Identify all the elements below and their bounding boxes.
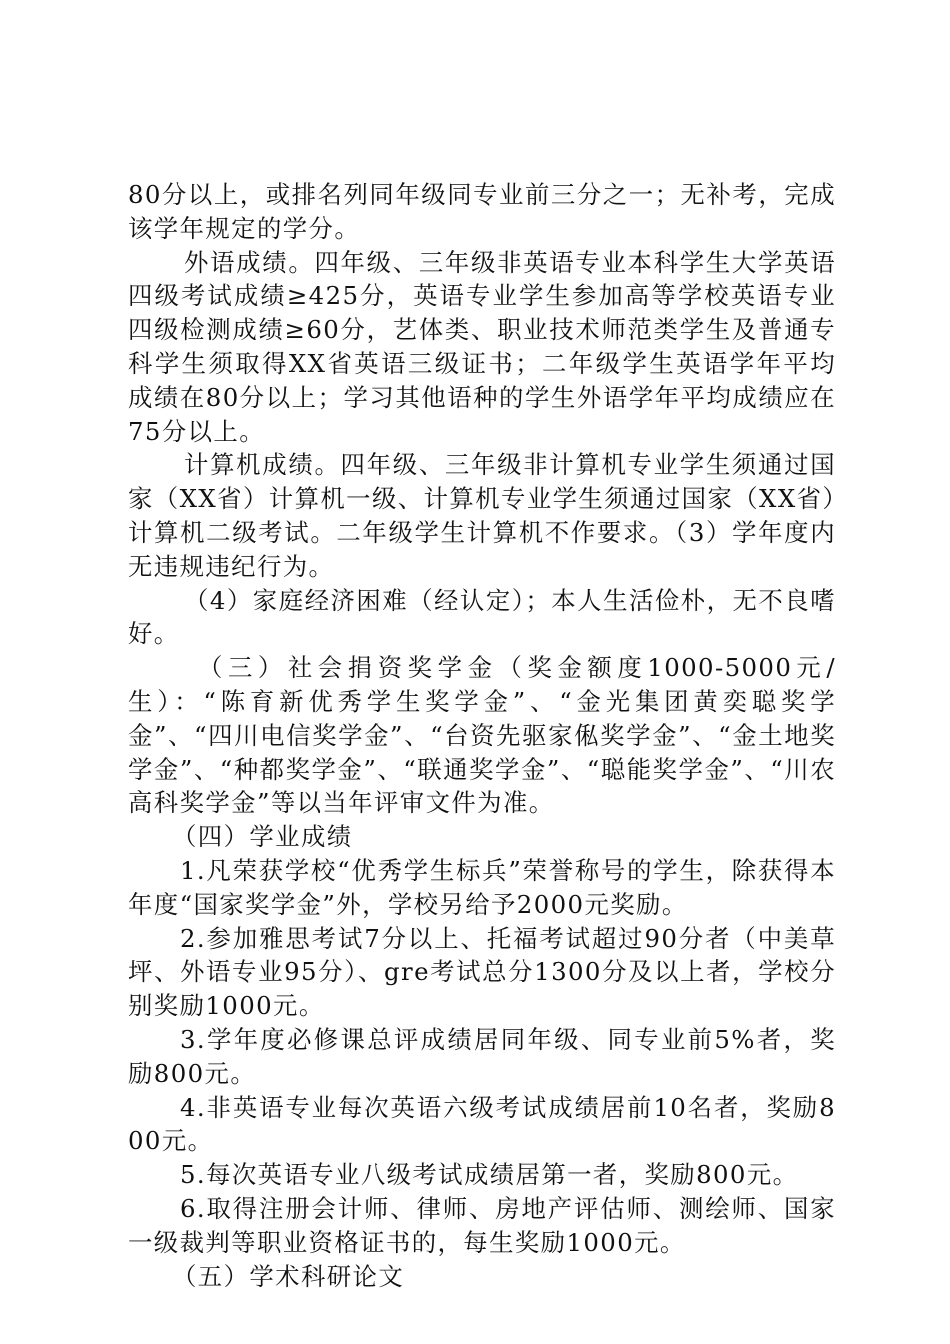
- list-item-6: 6.取得注册会计师、律师、房地产评估师、测绘师、国家一级裁判等职业资格证书的，每生奖励1000元。: [128, 1193, 836, 1257]
- document-body: [128, 178, 836, 1293]
- list-item-4: 4.非英语专业每次英语六级考试成绩居前10名者，奖励800元。: [128, 1092, 836, 1156]
- list-item-2: 2.参加雅思考试7分以上、托福考试超过90分者（中美草坪、外语专业95分）、gre考试总分1300分及以上者，学校分别奖励1000元。: [128, 923, 836, 1021]
- paragraph-score-requirement: 80分以上，或排名列同年级同专业前三分之一；无补考，完成该学年规定的学分。: [128, 180, 836, 243]
- list-item-1: 1.凡荣获学校“优秀学生标兵”荣誉称号的学生，除获得本年度“国家奖学金”外，学校另给予2000元奖励。: [128, 855, 836, 919]
- list-item-3: 3.学年度必修课总评成绩居同年级、同专业前5%者，奖励800元。: [128, 1024, 836, 1088]
- paragraph-foreign-language: 外语成绩。四年级、三年级非英语专业本科学生大学英语四级考试成绩≥425分，英语专业学生参加高等学校英语专业四级检测成绩≥60分，艺体类、职业技术师范类学生及普通专科学生须取得XX省英语三级证书；二年级学生英语学年平均成绩在80分以上；学习其他语种的学生外语学年平均成绩应在75分以上。: [128, 247, 836, 446]
- paragraph-family-economy: （4）家庭经济困难（经认定）；本人生活俭朴，无不良嗜好。: [128, 585, 836, 649]
- list-item-5: 5.每次英语专业八级考试成绩居第一者，奖励800元。: [180, 1160, 799, 1190]
- paragraph-computer-score: 计算机成绩。四年级、三年级非计算机专业学生须通过国家（XX省）计算机一级、计算机专业学生须通过国家（XX省）计算机二级考试。二年级学生计算机不作要求。（3）学年度内无违规违纪行为。: [128, 450, 836, 581]
- paragraph-social-scholarship: （三）社会捐资奖学金（奖金额度1000-5000元/生）：“陈育新优秀学生奖学金”、“金光集团黄奕聪奖学金”、“四川电信奖学金”、“台资先驱家俬奖学金”、“金土地奖学金”、“种都奖学金”、“联通奖学金”、“聪能奖学金”、“川农高科奖学金”等以当年评审文件为准。: [128, 653, 836, 818]
- section-heading-academic: （四）学业成绩: [172, 822, 353, 852]
- section-heading-research: （五）学术科研论文: [172, 1261, 405, 1291]
